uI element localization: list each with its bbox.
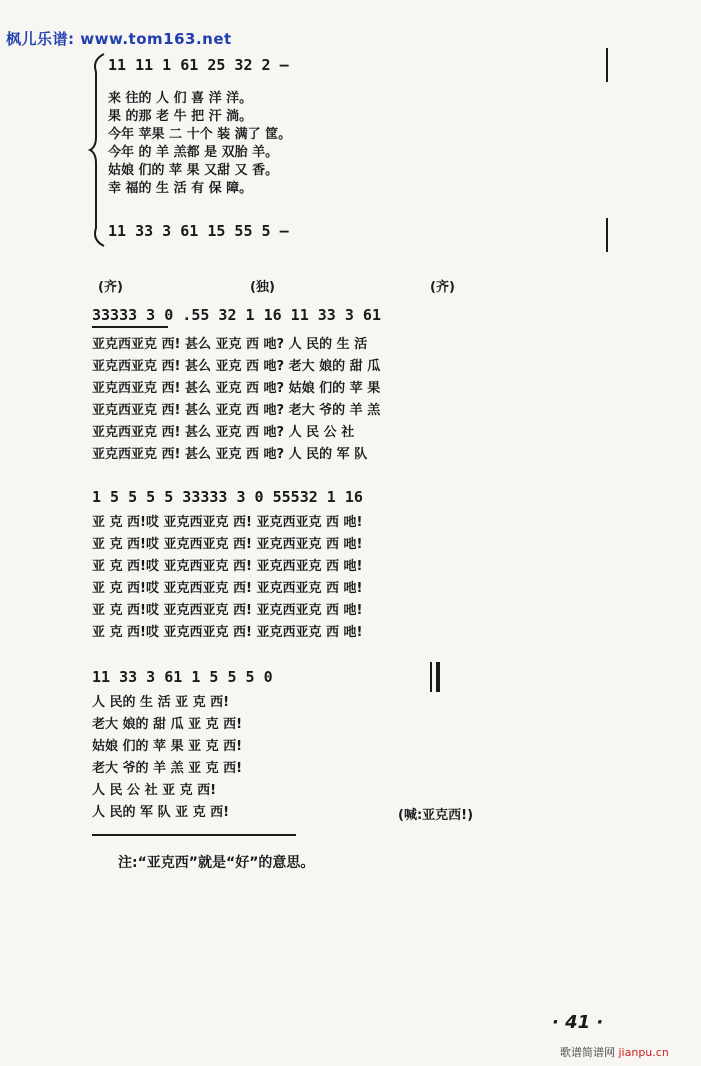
footnote: 注:“亚克西”就是“好”的意思。: [118, 855, 315, 871]
lyric-line: 人 民的 生 活 亚 克 西!: [92, 695, 230, 710]
lyric-line: 亚克西亚克 西! 甚么 亚克 西 吔? 人 民 公 社: [92, 425, 355, 440]
lyric-line: 亚 克 西!哎 亚克西亚克 西! 亚克西亚克 西 吔!: [92, 625, 363, 640]
part-label-solo: (独): [250, 280, 275, 295]
notes-line-1-bottom: 11 33 3 61 15 55 5 —: [108, 222, 289, 240]
footer-watermark-site: jianpu.cn: [618, 1046, 669, 1059]
lyric-line: 姑娘 们的 苹 果 又甜 又 香。: [108, 163, 279, 178]
lyric-line: 今年 的 羊 羔都 是 双胎 羊。: [108, 145, 279, 160]
lyric-line: 亚 克 西!哎 亚克西亚克 西! 亚克西亚克 西 吔!: [92, 603, 363, 618]
final-barline-thick: [436, 662, 440, 692]
lyric-line: 姑娘 们的 苹 果 亚 克 西!: [92, 739, 243, 754]
part-label-unison: (齐): [98, 280, 123, 295]
footnote-divider: [92, 834, 296, 836]
barline: [606, 48, 608, 82]
lyric-line: 亚克西亚克 西! 甚么 亚克 西 吔? 姑娘 们的 苹 果: [92, 381, 381, 396]
lyric-line: 亚克西亚克 西! 甚么 亚克 西 吔? 人 民的 生 活: [92, 337, 368, 352]
lyric-line: 亚 克 西!哎 亚克西亚克 西! 亚克西亚克 西 吔!: [92, 559, 363, 574]
lyric-line: 今年 苹果 二 十个 装 满了 筐。: [108, 127, 292, 142]
lyric-line: 亚克西亚克 西! 甚么 亚克 西 吔? 老大 爷的 羊 羔: [92, 403, 381, 418]
part-label-unison: (齐): [430, 280, 455, 295]
lyric-line: 老大 娘的 甜 瓜 亚 克 西!: [92, 717, 243, 732]
footer-watermark: [560, 1044, 669, 1060]
page-number: · 41 ·: [552, 1012, 604, 1033]
lyric-line: 亚 克 西!哎 亚克西亚克 西! 亚克西亚克 西 吔!: [92, 515, 363, 530]
lyric-line: 亚克西亚克 西! 甚么 亚克 西 吔? 老大 娘的 甜 瓜: [92, 359, 381, 374]
notes-line-2: 33333 3 0 .55 32 1 16 11 33 3 61: [92, 306, 381, 324]
lyric-line: 人 民的 军 队 亚 克 西!: [92, 805, 230, 820]
lyric-line: 亚克西亚克 西! 甚么 亚克 西 吔? 人 民的 军 队: [92, 447, 368, 462]
watermark-top: [6, 28, 232, 49]
lyric-line: 幸 福的 生 活 有 保 障。: [108, 181, 253, 196]
brace-shape: [88, 52, 108, 248]
lyric-line: 果 的那 老 牛 把 汗 淌。: [108, 109, 253, 124]
notes-line-1-top: 11 11 1 61 25 32 2 —: [108, 56, 289, 74]
beam: [92, 326, 168, 328]
footer-watermark-prefix: 歌谱简谱网: [560, 1046, 615, 1059]
watermark-label: 枫儿乐谱:: [6, 30, 75, 48]
lyric-line: 亚 克 西!哎 亚克西亚克 西! 亚克西亚克 西 吔!: [92, 581, 363, 596]
notes-line-3: 1 5 5 5 5 33333 3 0 55532 1 16: [92, 488, 363, 506]
barline: [606, 218, 608, 252]
lyric-line: 来 往的 人 们 喜 洋 洋。: [108, 91, 253, 106]
lyric-line: 老大 爷的 羊 羔 亚 克 西!: [92, 761, 243, 776]
lyric-line: 亚 克 西!哎 亚克西亚克 西! 亚克西亚克 西 吔!: [92, 537, 363, 552]
shout-annotation: (喊:亚克西!): [398, 808, 474, 823]
lyric-line: 人 民 公 社 亚 克 西!: [92, 783, 217, 798]
notes-line-4: 11 33 3 61 1 5 5 5 0: [92, 668, 273, 686]
final-barline: [430, 662, 432, 692]
watermark-site: www.tom163.net: [80, 30, 232, 48]
